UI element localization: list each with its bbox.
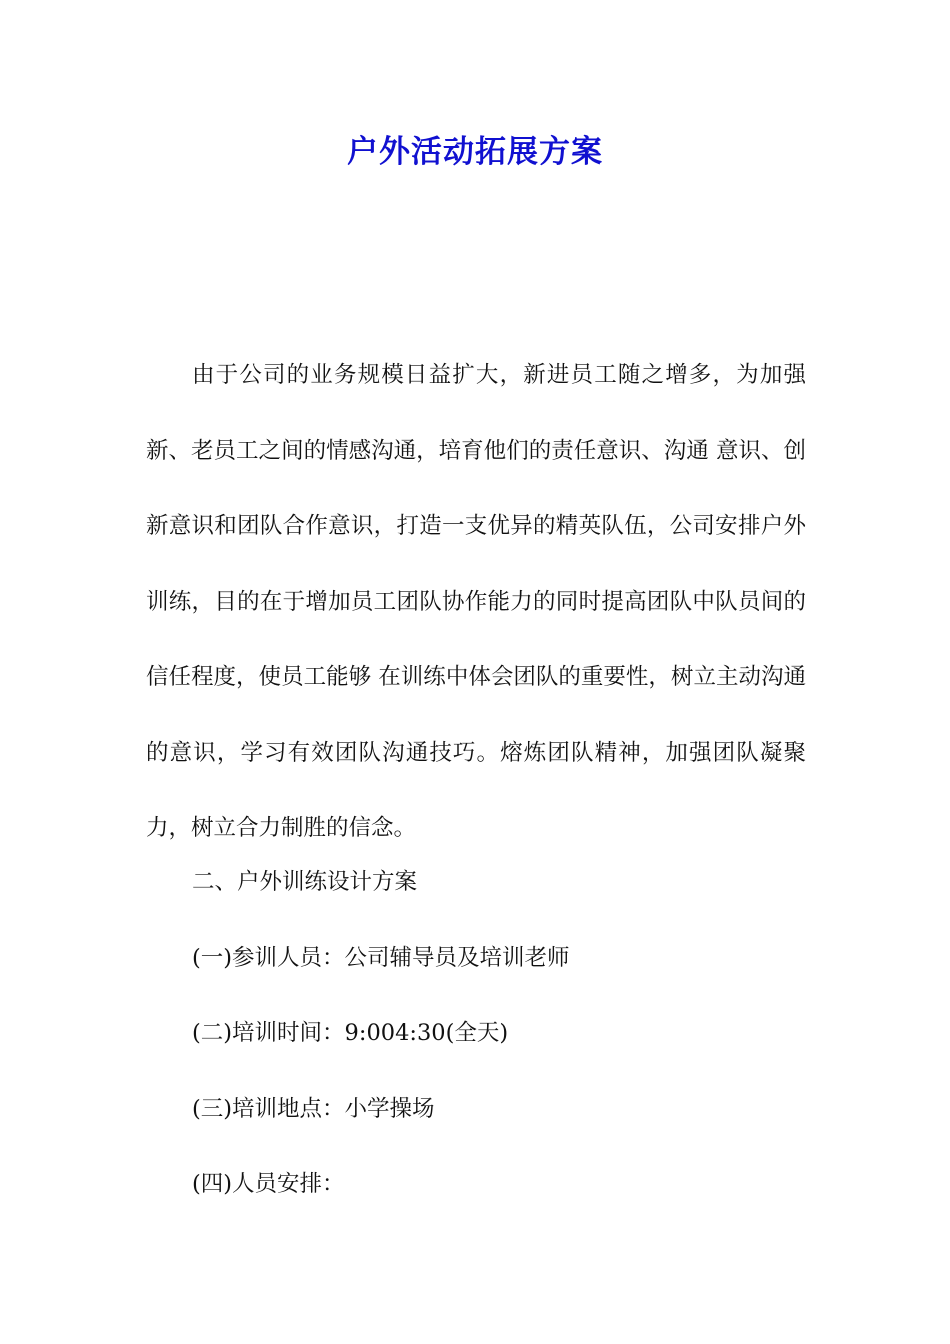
list-item-participants: (一)参训人员：公司辅导员及培训老师 [192, 944, 570, 971]
list-item-training-location: (三)培训地点：小学操场 [192, 1095, 435, 1122]
list-item-staffing: (四)人员安排： [192, 1171, 345, 1197]
plan-items [192, 845, 812, 1223]
document-title: 户外活动拓展方案 [347, 134, 603, 170]
intro-paragraph: 由于公司的业务规模日益扩大，新进员工随之增多，为加强新、老员工之间的情感沟通，培育他们的责任意识、沟通 意识、创新意识和团队合作意识，打造一支优异的精英队伍，公司安排户外训练，目的在于增加员工团队协作能力的同时提高团队中队员间的信任程度，使员工能够 在训练中体会团队的重要性，树立主动沟通的意识，学习有效团队沟通技巧。熔炼团队精神，加强团队凝聚力，树立合力制胜的信念。 [146, 362, 806, 841]
section-heading-outdoor-plan: 二、户外训练设计方案 [192, 869, 418, 895]
list-item-training-time: (二)培训时间：9:004:30(全天) [192, 1020, 509, 1046]
